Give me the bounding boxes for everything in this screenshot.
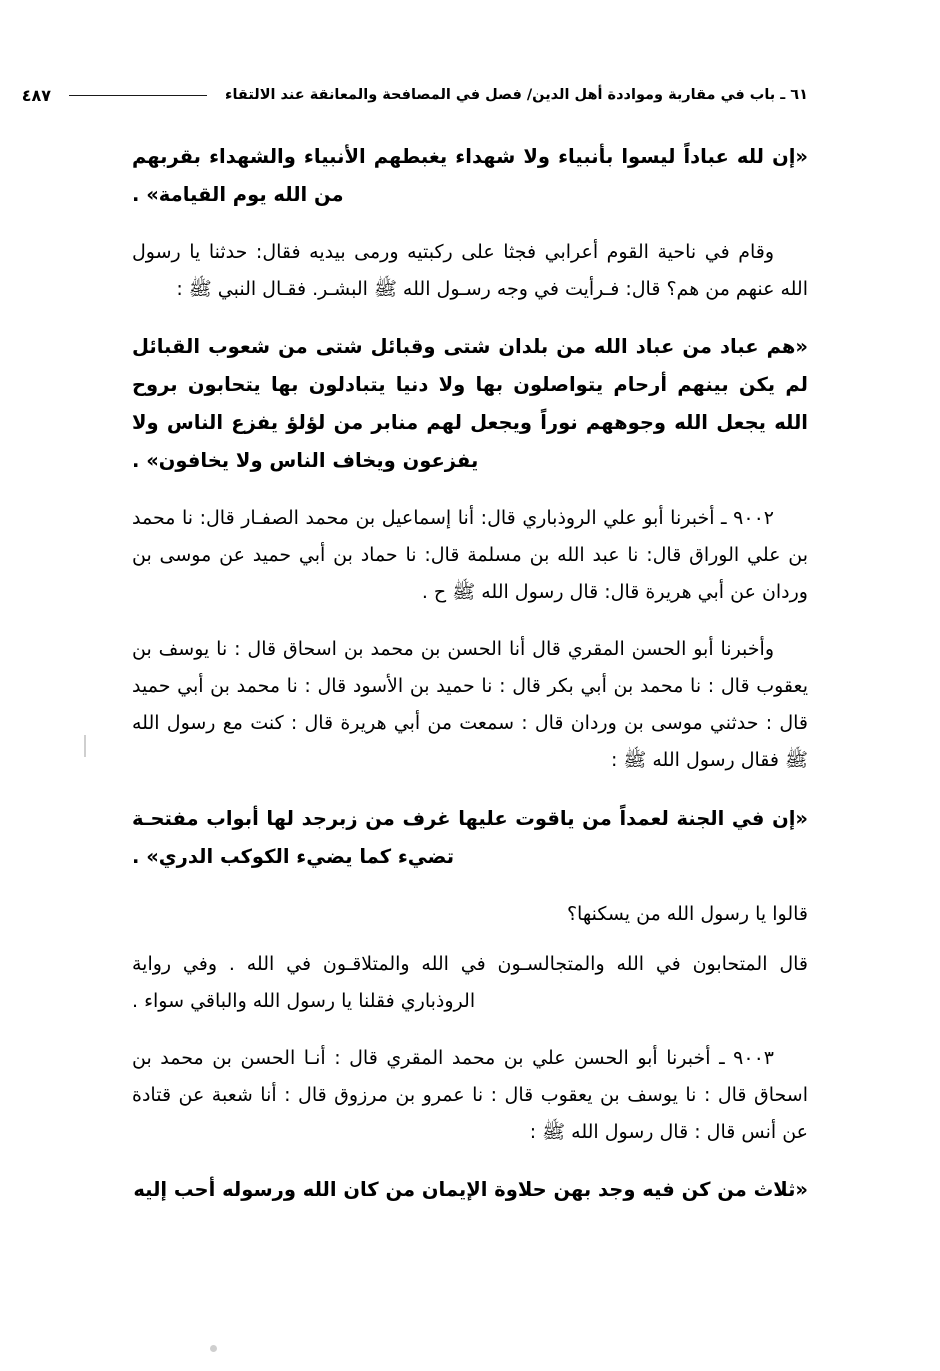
isnad-paragraph-secondary: وأخبرنا أبو الحسن المقري قال أنا الحسن بن محمد بن اسحاق قال : نا يوسف بن يعقوب قال : نا محمد بن أبي بكر قال : نا حميد بن الأسود قال : نا محمد بن أبي حميد قال : حدثني موسى بن وردان قال : سمعت من أبي هريرة قال : كنت مع رسول الله ﷺ فقال رسول الله ﷺ : xyxy=(132,638,808,772)
answer-paragraph: قال المتحابون في الله والمتجالسـون في الله والمتلاقـون في الله . وفي رواية الروذباري فقلنا يا رسول الله والباقي سواء . xyxy=(132,952,808,1012)
hadith-quote-paragraph: «إن في الجنة لعمداً من ياقوت عليها غرف من زبرجد لها أبواب مفتحـة تضيء كما يضيء الكوكب الدري» . xyxy=(132,806,808,868)
question-line: قالوا يا رسول الله من يسكنها؟ xyxy=(566,902,808,925)
isnad-paragraph-9003: ٩٠٠٣ ـ أخبرنا أبو الحسن علي بن محمد المقري قال : أنـا الحسن بن محمد بن اسحاق قال : نا يوسف بن يعقوب قال : نا عمرو بن مرزوق قال : أنا شعبة عن قتادة عن أنس قال : قال رسول الله ﷺ : xyxy=(132,1046,808,1143)
hadith-quote-paragraph-final: «ثلاث من كن فيه وجد بهن حلاوة الإيمان من كان الله ورسوله أحب إليه xyxy=(133,1177,808,1201)
isnad-paragraph-9002: ٩٠٠٢ ـ أخبرنا أبو علي الروذباري قال: أنا إسماعيل بن محمد الصفـار قال: نا محمد بن علي الوراق قال: نا عبد الله بن مسلمة قال: نا حماد بن أبي حميد عن موسى بن وردان عن أبي هريرة قال: قال رسول الله ﷺ ح . xyxy=(132,507,808,604)
hadith-quote-paragraph: «إن لله عباداً ليسوا بأنبياء ولا شهداء يغبطهم الأنبياء والشهداء بقربهم من الله يوم القيامة» . xyxy=(132,145,808,207)
header-divider-rule xyxy=(69,95,207,96)
narration-paragraph: وقام في ناحية القوم أعرابي فجثا على ركبتيه ورمى بيديه فقال: حدثنا يا رسول الله عنهم من هم؟ قال: فـرأيت في وجه رسـول الله ﷺ البشـر. فقـال النبي ﷺ : xyxy=(132,241,808,301)
hadith-quote-paragraph: «هم عباد من عباد الله من بلدان شتى وقبائل شتى من شعوب القبائل لم يكن بينهم أرحام يتواصلون بها ولا دنيا يتبادلون بها يتحابون بروح الله يجعل الله وجوههم نوراً ويجعل لهم منابر من لؤلؤ يفزع الناس ولا يفزعون ويخاف الناس ولا يخافون» . xyxy=(132,335,808,473)
page-number: ٤٨٧ xyxy=(21,86,52,105)
scan-artifact xyxy=(210,1345,217,1352)
page-body xyxy=(132,138,808,1229)
page-header xyxy=(21,86,808,105)
header-chapter-title: ٦١ ـ باب في مقاربة ومواددة أهل الدين/ فصل في المصافحة والمعانقة عند الالتقاء xyxy=(225,86,808,103)
scan-artifact xyxy=(84,735,86,757)
